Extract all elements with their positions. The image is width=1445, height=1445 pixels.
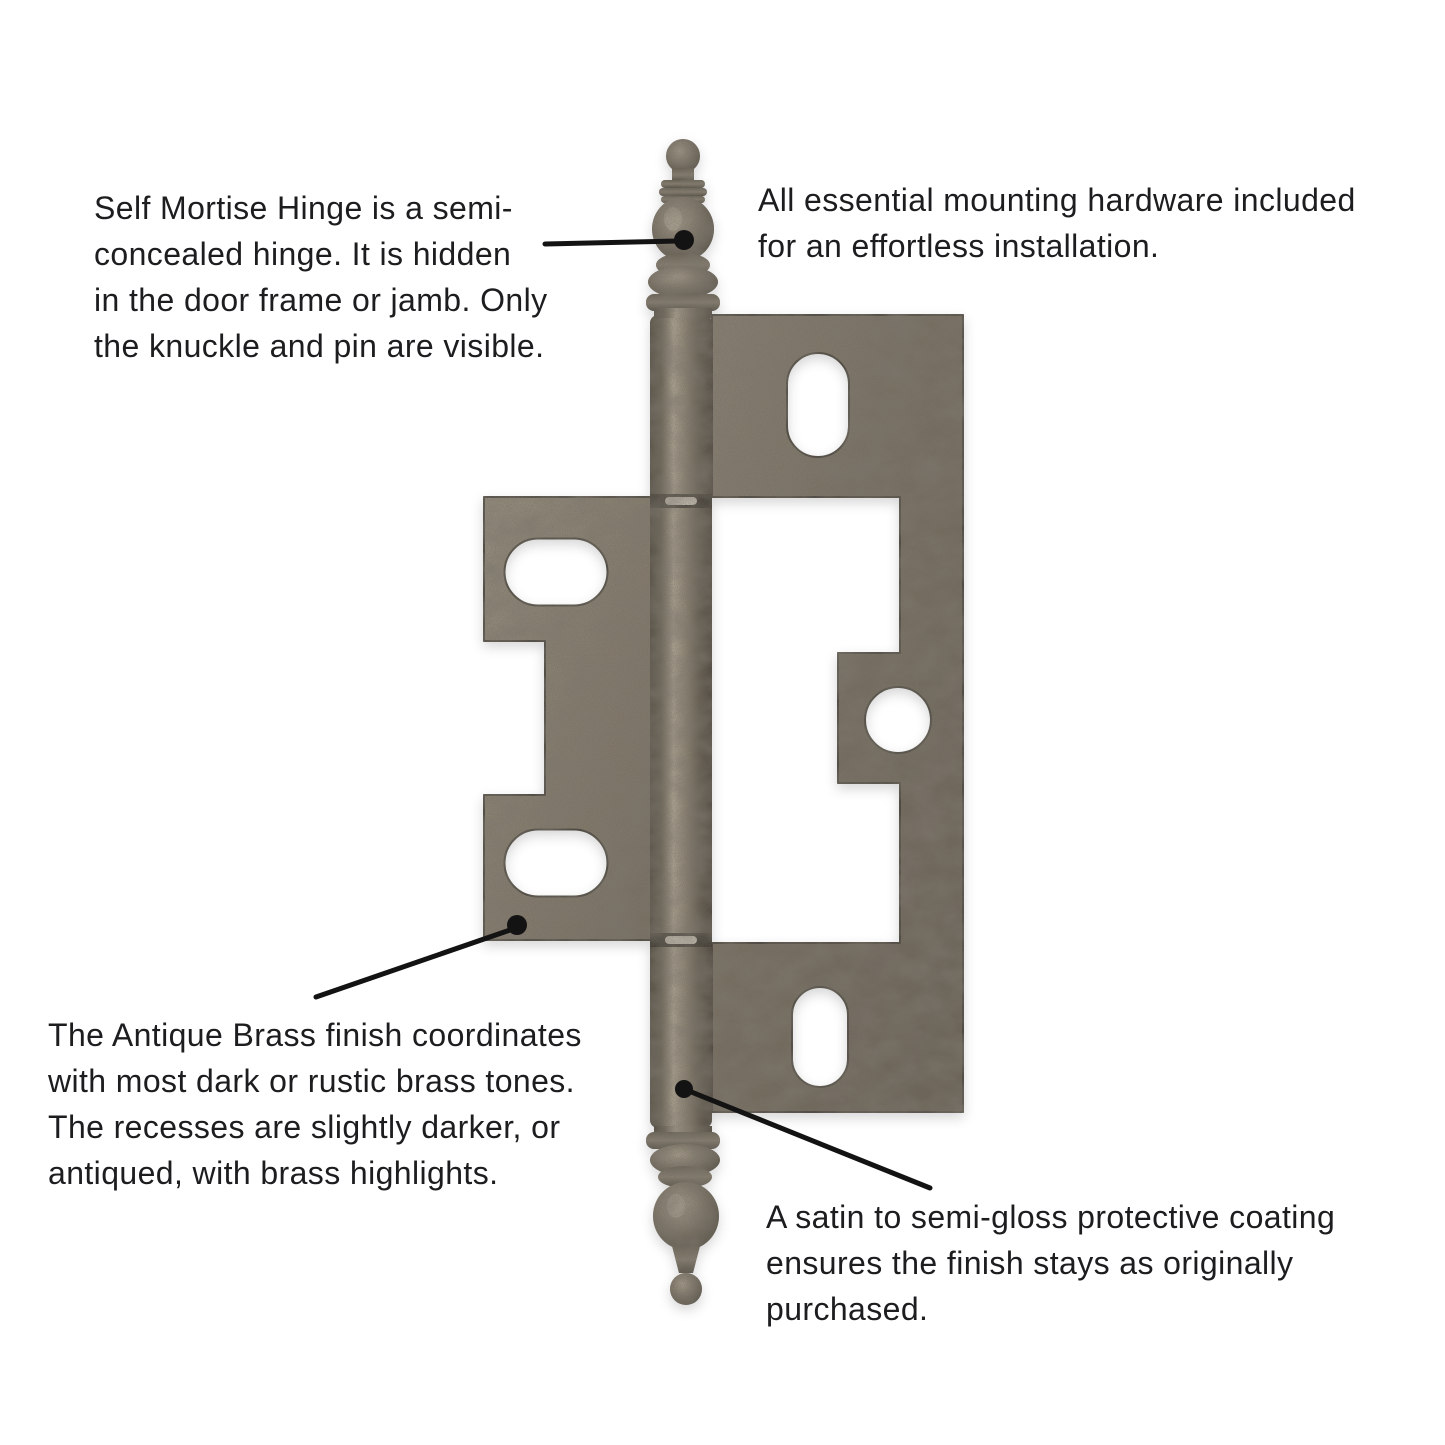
callout-text-line: concealed hinge. It is hidden <box>94 236 512 272</box>
hinge-pin-seam-bottom <box>650 933 712 947</box>
callout-text-line: in the door frame or jamb. Only <box>94 282 548 318</box>
callout-text-line: antiqued, with brass highlights. <box>48 1155 499 1191</box>
callout-text-line: The recesses are slightly darker, or <box>48 1109 561 1145</box>
callout-text-line: ensures the finish stays as originally <box>766 1245 1294 1281</box>
callout-dot-knuckle <box>674 230 694 250</box>
callout-text-mounting-hardware <box>758 177 1356 269</box>
hinge-pin-seam-top <box>650 494 712 508</box>
callout-text-self-mortise <box>94 185 547 369</box>
callout-dot-coating <box>675 1080 693 1098</box>
hinge-left-leaf <box>484 497 656 940</box>
callout-text-line: A satin to semi-gloss protective coating <box>766 1199 1336 1235</box>
hinge-bottom-finial <box>646 1126 720 1305</box>
callout-text-protective-coating <box>766 1194 1335 1332</box>
callout-text-line: the knuckle and pin are visible. <box>94 328 545 364</box>
callout-text-antique-brass-finish <box>48 1012 582 1196</box>
hinge-top-finial <box>646 139 720 318</box>
callout-text-line: purchased. <box>766 1291 929 1327</box>
callout-text-line: for an effortless installation. <box>758 228 1160 264</box>
callout-text-line: The Antique Brass finish coordinates <box>48 1017 582 1053</box>
hinge-right-leaf <box>712 315 963 1112</box>
callout-dot-finish <box>507 915 527 935</box>
callout-text-line: All essential mounting hardware included <box>758 182 1356 218</box>
hinge-barrel <box>650 315 712 1128</box>
callout-text-line: Self Mortise Hinge is a semi- <box>94 190 513 226</box>
callout-text-line: with most dark or rustic brass tones. <box>48 1063 575 1099</box>
